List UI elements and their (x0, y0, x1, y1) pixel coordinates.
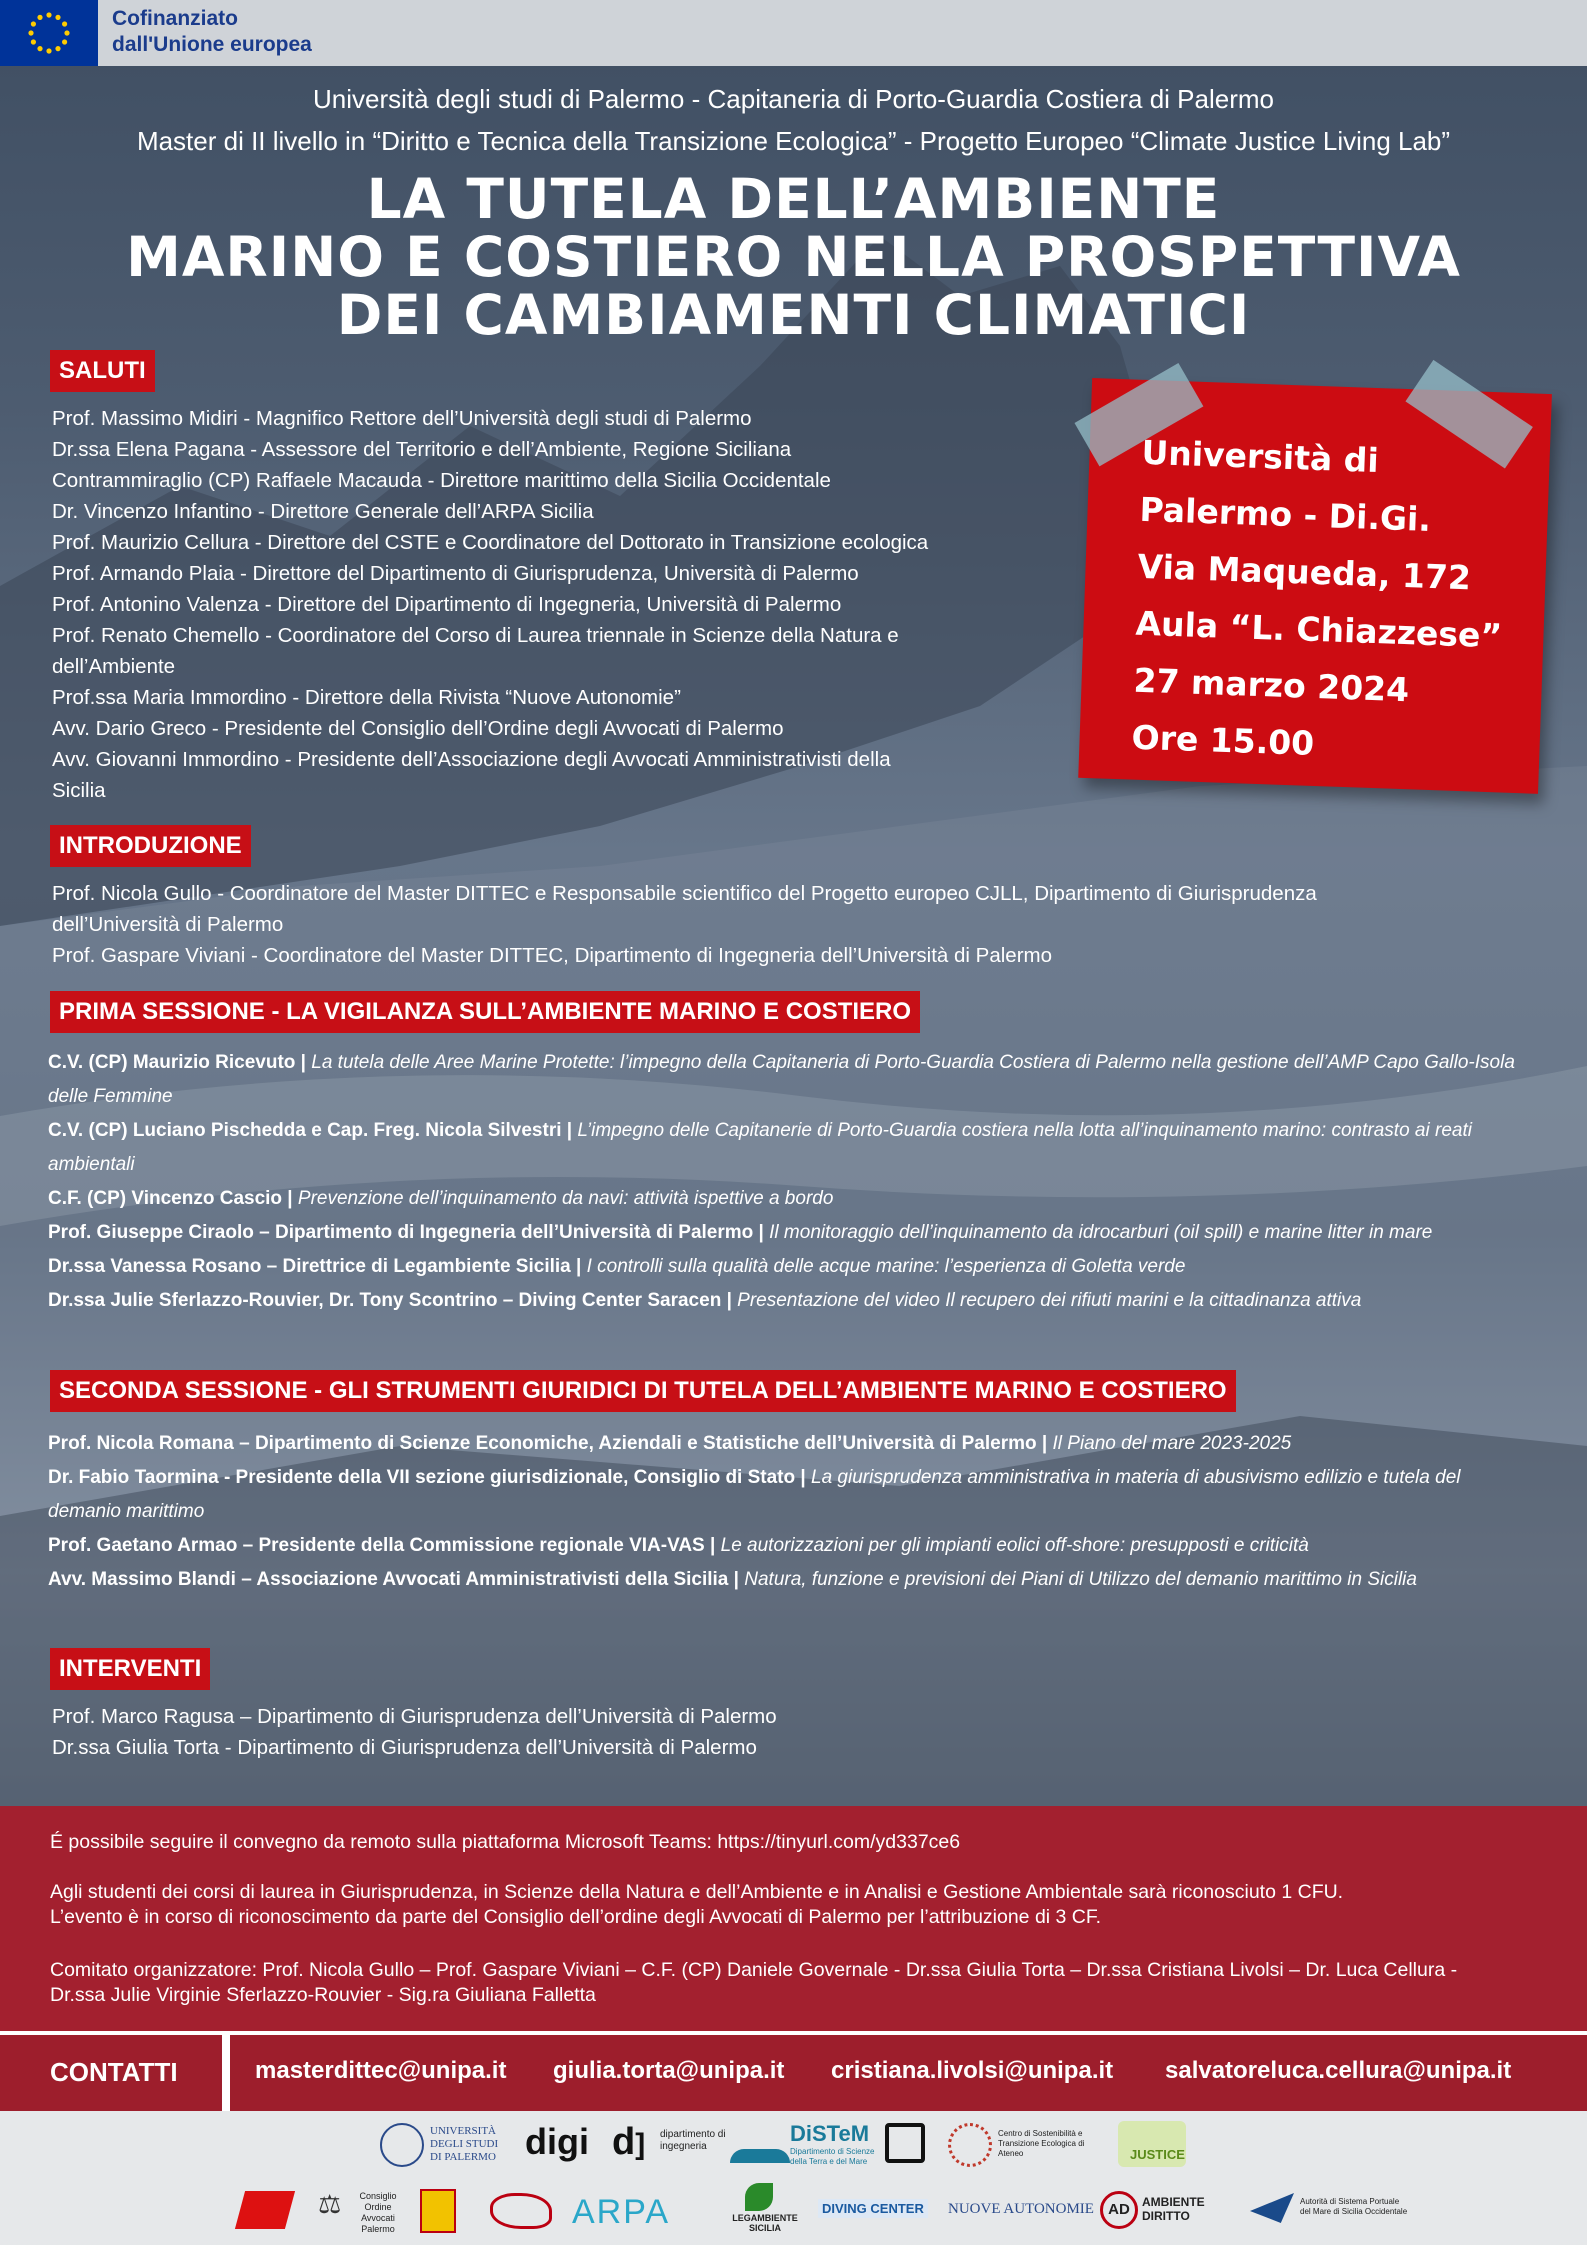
title-line3: DEI CAMBIAMENTI CLIMATICI (336, 283, 1251, 347)
ambiente-diritto-icon: AD (1100, 2191, 1138, 2229)
email-link[interactable]: giulia.torta@unipa.it (553, 2057, 785, 2084)
seconda-sessione-list (48, 1427, 1518, 1597)
talk-title: La tutela delle Aree Marine Protette: l’impegno della Capitaneria di Porto-Guardia Costiera di Palermo nella gestione dell’AMP Capo Gallo-Isola delle Femmine (48, 1052, 1515, 1107)
regione-sicilia-icon (420, 2189, 456, 2233)
speaker: Dr.ssa Vanessa Rosano – Direttrice di Legambiente Sicilia | (48, 1256, 582, 1277)
list-item: Avv. Giovanni Immordino - Presidente dell’Associazione degli Avvocati Amministrativisti della (52, 748, 891, 771)
section-label-seconda-sessione: SECONDA SESSIONE - GLI STRUMENTI GIURIDICI DI TUTELA DELL’AMBIENTE MARINO E COSTIERO (50, 1370, 1236, 1412)
list-item (48, 1216, 1518, 1250)
speaker: Dr. Fabio Taormina - Presidente della VII sezione giurisdizionale, Consiglio di Stato | (48, 1467, 806, 1488)
list-item (48, 1461, 1518, 1529)
eu-banner-line2: dall'Unione europea (112, 33, 312, 56)
prima-sessione-list (48, 1046, 1518, 1318)
section-label-introduzione: INTRODUZIONE (50, 825, 251, 867)
list-item: Prof. Massimo Midiri - Magnifico Rettore dell’Università degli studi di Palermo (52, 407, 752, 430)
talk-title: L’impegno delle Capitanerie di Porto-Guardia costiera nella lotta all’inquinamento marino: contrasto ai reati ambientali (48, 1120, 1472, 1175)
info-panel (0, 1806, 1587, 2031)
eu-banner-text (112, 6, 312, 58)
list-item: Dr.ssa Elena Pagana - Assessore del Territorio e dell’Ambiente, Regione Siciliana (52, 438, 792, 461)
list-item: dell’Università di Palermo (52, 913, 284, 936)
email-link[interactable]: salvatoreluca.cellura@unipa.it (1165, 2057, 1512, 2084)
venue-date: 27 marzo 2024 (1132, 660, 1410, 710)
venue-line1: Università di (1140, 432, 1380, 481)
list-item: Sicilia (52, 779, 106, 802)
speaker: C.V. (CP) Luciano Pischedda e Cap. Freg. Nicola Silvestri | (48, 1120, 573, 1141)
eu-banner (0, 0, 1587, 66)
email-link[interactable]: masterdittec@unipa.it (255, 2057, 507, 2084)
talk-title: Le autorizzazioni per gli impianti eolici off-shore: presupposti e criticità (720, 1535, 1309, 1556)
list-item: Avv. Dario Greco - Presidente del Consiglio dell’Ordine degli Avvocati di Palermo (52, 717, 784, 740)
scales-icon: ⚖ (318, 2189, 342, 2219)
talk-title: Il monitoraggio dell’inquinamento da idrocarburi (oil spill) e marine litter in mare (769, 1222, 1433, 1243)
list-item (48, 1427, 1518, 1461)
venue-text (1131, 424, 1509, 779)
venue-line2: Palermo - Di.Gi. (1138, 489, 1432, 539)
list-item (48, 1563, 1518, 1597)
talk-title: La giurisprudenza amministrativa in materia di abusivismo edilizio e tutela del demanio marittimo (48, 1467, 1461, 1522)
legambiente-leaf-icon (745, 2183, 773, 2211)
logo-ordine: Consiglio Ordine Avvocati Palermo (359, 2191, 397, 2234)
header-line1: Università degli studi di Palermo - Capitaneria di Porto-Guardia Costiera di Palermo (313, 84, 1274, 114)
list-item: Dr.ssa Giulia Torta - Dipartimento di Giurisprudenza dell’Università di Palermo (52, 1736, 757, 1759)
contacts-divider (222, 2035, 230, 2115)
logo-arpa: ARPA (572, 2193, 671, 2231)
venue-time: Ore 15.00 (1131, 717, 1315, 763)
cste-icon (948, 2123, 992, 2167)
section-label-prima-sessione: PRIMA SESSIONE - LA VIGILANZA SULL’AMBIENTE MARINO E COSTIERO (50, 991, 920, 1033)
section-label-saluti: SALUTI (50, 350, 155, 392)
list-item: Prof. Antonino Valenza - Direttore del Dipartimento di Ingegneria, Università di Palermo (52, 593, 842, 616)
logo-dii-mark: d] (612, 2121, 646, 2163)
venue-address: Via Maqueda, 172 (1136, 546, 1472, 598)
header-line2: Master di II livello in “Diritto e Tecnica della Transizione Ecologica” - Progetto Europeo “Climate Justice Living Lab” (136, 126, 1451, 156)
committee-line2: Dr.ssa Julie Virginie Sferlazzo-Rouvier - Sig.ra Giuliana Falletta (50, 1984, 596, 2006)
speaker: Dr.ssa Julie Sferlazzo-Rouvier, Dr. Tony Scontrino – Diving Center Saracen | (48, 1290, 732, 1311)
logo-ambiente-diritto: AMBIENTE DIRITTO (1142, 2195, 1205, 2223)
list-item: Prof. Armando Plaia - Direttore del Dipartimento di Giurisprudenza, Università di Palermo (52, 562, 859, 585)
logo-justice: JUSTICE (1130, 2147, 1185, 2162)
list-item (48, 1182, 1518, 1216)
speaker: Prof. Giuseppe Ciraolo – Dipartimento di Ingegneria dell’Università di Palermo | (48, 1222, 764, 1243)
talk-title: Prevenzione dell’inquinamento da navi: attività ispettive a bordo (297, 1188, 834, 1209)
logo-ddc-icon (885, 2123, 925, 2163)
list-item: Prof. Nicola Gullo - Coordinatore del Master DITTEC e Responsabile scientifico del Progetto europeo CJLL, Dipartimento di Giurisprudenza (52, 882, 1317, 905)
talk-title: Il Piano del mare 2023-2025 (1052, 1433, 1292, 1454)
introduzione-list (52, 878, 1542, 971)
list-item: Dr. Vincenzo Infantino - Direttore Generale dell’ARPA Sicilia (52, 500, 594, 523)
list-item: dell’Ambiente (52, 655, 176, 678)
speaker: Avv. Massimo Blandi – Associazione Avvocati Amministrativisti della Sicilia | (48, 1569, 739, 1590)
page-title (0, 167, 1587, 347)
logo-distem: DiSTeM (790, 2121, 870, 2146)
unipa-seal-icon (380, 2123, 424, 2167)
speaker: C.V. (CP) Maurizio Ricevuto | (48, 1052, 306, 1073)
speaker: C.F. (CP) Vincenzo Cascio | (48, 1188, 293, 1209)
list-item: Prof. Marco Ragusa – Dipartimento di Giurisprudenza dell’Università di Palermo (52, 1705, 777, 1728)
venue-note (1078, 370, 1557, 806)
remote-info (50, 1830, 960, 1855)
title-line1: LA TUTELA DELL’AMBIENTE (366, 167, 1221, 231)
logo-cste: Centro di Sostenibilità e Transizione Ecologica di Ateneo (998, 2129, 1085, 2158)
logo-legambiente: LEGAMBIENTE SICILIA (732, 2213, 798, 2233)
list-item (48, 1250, 1518, 1284)
list-item: Prof. Gaspare Viviani - Coordinatore del Master DITTEC, Dipartimento di Ingegneria dell’Università di Palermo (52, 944, 1052, 967)
interventi-list (52, 1701, 1252, 1763)
title-line2: MARINO E COSTIERO NELLA PROSPETTIVA (126, 225, 1461, 289)
teams-link[interactable]: https://tinyurl.com/yd337ce6 (717, 1831, 961, 1853)
list-item: Prof. Renato Chemello - Coordinatore del Corso di Laurea triennale in Scienze della Natura e (52, 624, 899, 647)
cfu-line2: L’evento è in corso di riconoscimento da parte del Consiglio dell’ordine degli Avvocati di Palermo per l’attribuzione di 3 CF. (50, 1906, 1102, 1928)
sicilia-map-icon (490, 2193, 552, 2229)
distem-wave-icon (730, 2149, 790, 2163)
talk-title: I controlli sulla qualità delle acque marine: l’esperienza di Goletta verde (586, 1256, 1186, 1277)
eu-flag-icon (0, 0, 98, 66)
logo-autorita-portuale: Autorità di Sistema Portuale del Mare di Sicilia Occidentale (1300, 2197, 1408, 2216)
logo-unipa: UNIVERSITÀ DEGLI STUDI DI PALERMO (430, 2125, 499, 2163)
talk-title: Presentazione del video Il recupero dei rifiuti marini e la cittadinanza attiva (737, 1290, 1362, 1311)
list-item: Contrammiraglio (CP) Raffaele Macauda - Direttore marittimo della Sicilia Occidentale (52, 469, 831, 492)
email-link[interactable]: cristiana.livolsi@unipa.it (831, 2057, 1114, 2084)
list-item (48, 1529, 1518, 1563)
logo-digi: digi (525, 2121, 589, 2162)
list-item (48, 1046, 1518, 1114)
saluti-list (52, 403, 1082, 806)
list-item: Prof. Maurizio Cellura - Direttore del CSTE e Coordinatore del Dottorato in Transizione ecologica (52, 531, 929, 554)
talk-title: Natura, funzione e previsioni dei Piani di Utilizzo del demanio marittimo in Sicilia (744, 1569, 1417, 1590)
list-item: Prof.ssa Maria Immordino - Direttore della Rivista “Nuove Autonomie” (52, 686, 681, 709)
committee-line1: Comitato organizzatore: Prof. Nicola Gullo – Prof. Gaspare Viviani – C.F. (CP) Daniele Governale - Dr.ssa Giulia Torta – Dr.ssa Cristiana Livolsi – Dr. Luca Cellura - (50, 1959, 1458, 1981)
cfu-line1: Agli studenti dei corsi di laurea in Giurisprudenza, in Scienze della Natura e dell’Ambiente e in Analisi e Gestione Ambientale sarà riconosciuto 1 CFU. (50, 1881, 1344, 1903)
eu-banner-line1: Cofinanziato (112, 7, 238, 30)
partner-logos (0, 2111, 1587, 2245)
list-item (48, 1114, 1518, 1182)
logo-dii: dipartimento di ingegneria (660, 2129, 726, 2152)
section-label-interventi: INTERVENTI (50, 1648, 210, 1690)
contacts-label: CONTATTI (50, 2057, 178, 2087)
list-item (48, 1284, 1518, 1318)
logo-distem-sub: Dipartimento di Scienze della Terra e del Mare (790, 2147, 875, 2166)
logo-nuove-autonomie: NUOVE AUTONOMIE (948, 2201, 1094, 2217)
guardia-costiera-icon (235, 2191, 295, 2229)
autorita-portuale-icon (1250, 2193, 1294, 2223)
logo-diving-center: DIVING CENTER (818, 2199, 928, 2218)
contacts-bar (0, 2031, 1587, 2111)
speaker: Prof. Gaetano Armao – Presidente della Commissione regionale VIA-VAS | (48, 1535, 716, 1556)
remote-text: É possibile seguire il convegno da remoto sulla piattaforma Microsoft Teams: (50, 1831, 712, 1853)
speaker: Prof. Nicola Romana – Dipartimento di Scienze Economiche, Aziendali e Statistiche dell’Università di Palermo | (48, 1433, 1048, 1454)
venue-room: Aula “L. Chiazzese” (1134, 603, 1503, 656)
